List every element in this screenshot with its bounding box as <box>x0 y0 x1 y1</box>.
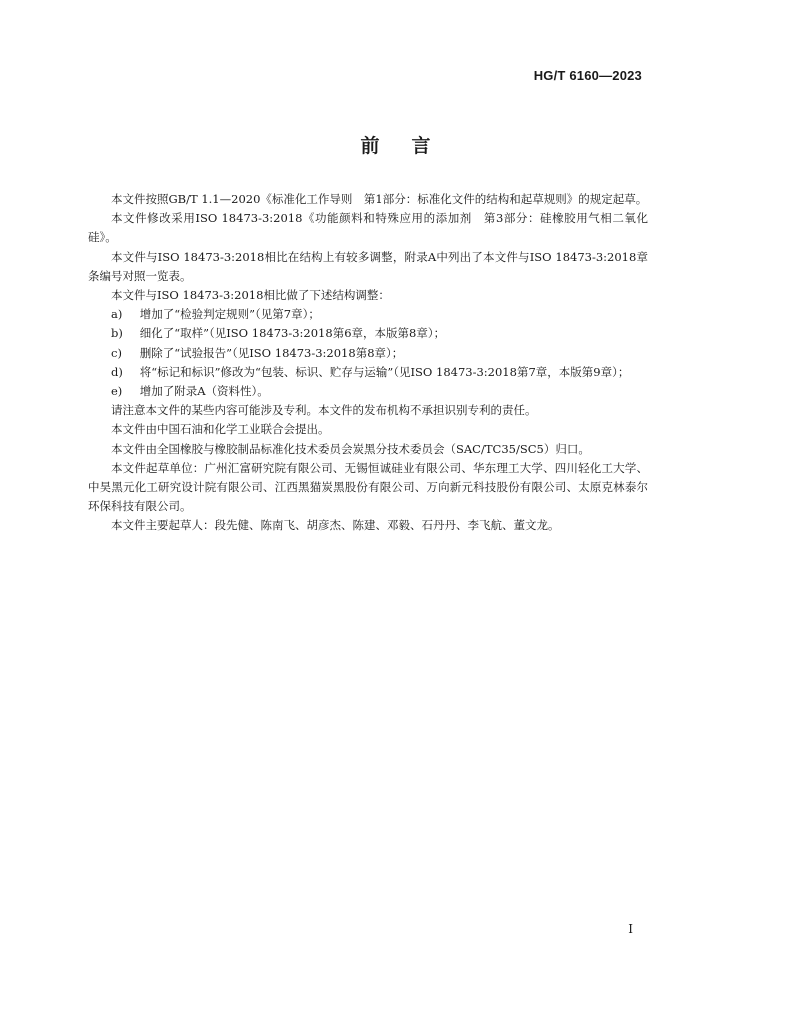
page-number: I <box>628 922 633 936</box>
list-item-label: b) <box>111 326 123 341</box>
paragraph-patent-notice: 请注意本文件的某些内容可能涉及专利。本文件的发布机构不承担识别专利的责任。 <box>111 403 537 418</box>
list-item-text: 细化了“取样”（见ISO 18473-3:2018第6章，本版第8章）； <box>139 326 446 341</box>
paragraph-proposer: 本文件由中国石油和化学工业联合会提出。 <box>111 422 330 437</box>
paragraph-drafters: 本文件主要起草人：段先健、陈南飞、胡彦杰、陈建、邓毅、石丹丹、李飞航、董文龙。 <box>111 518 560 533</box>
list-item-label: c) <box>111 345 122 360</box>
list-item-text: 删除了“试验报告”（见ISO 18473-3:2018第8章）； <box>139 345 404 360</box>
list-item <box>88 305 648 324</box>
paragraph-changes-intro: 本文件与ISO 18473-3:2018相比做了下述结构调整： <box>111 288 390 303</box>
list-item-label: a) <box>111 307 123 322</box>
standard-code: HG/T 6160—2023 <box>533 68 642 83</box>
list-item-label: e) <box>111 384 123 399</box>
list-item-text: 增加了“检验判定规则”（见第7章）； <box>139 307 320 322</box>
list-item <box>88 344 648 363</box>
list-item-text: 将“标记和标识”修改为“包装、标识、贮存与运输”（见ISO 18473-3:2018第7章，本版第9章）； <box>139 364 630 379</box>
paragraph-committee: 本文件由全国橡胶与橡胶制品标准化技术委员会炭黑分技术委员会（SAC/TC35/SC5）归口。 <box>111 441 590 456</box>
paragraph-drafting-units: 本文件起草单位：广州汇富研究院有限公司、无锡恒诚硅业有限公司、华东理工大学、四川轻化工大学、中昊黑元化工研究设计院有限公司、江西黑猫炭黑股份有限公司、万向新元科技股份有限公司、太原克林泰尔环保科技有限公司。 <box>88 460 648 514</box>
list-item <box>88 382 648 401</box>
list-item-text: 增加了附录A（资料性）。 <box>139 384 269 399</box>
list-item <box>88 324 648 343</box>
foreword-body <box>88 190 648 536</box>
list-item-label: d) <box>111 364 123 379</box>
page-title: 前言 <box>360 135 463 157</box>
list-item <box>88 363 648 382</box>
paragraph-adoption: 本文件修改采用ISO 18473-3:2018《功能颜料和特殊应用的添加剂 第3部分：硅橡胶用气相二氧化硅》。 <box>88 211 648 245</box>
paragraph-structure-note: 本文件与ISO 18473-3:2018相比在结构上有较多调整，附录A中列出了本文件与ISO 18473-3:2018章条编号对照一览表。 <box>88 249 648 283</box>
paragraph-drafting-rules: 本文件按照GB/T 1.1—2020《标准化工作导则 第1部分：标准化文件的结构和起草规则》的规定起草。 <box>111 192 648 206</box>
